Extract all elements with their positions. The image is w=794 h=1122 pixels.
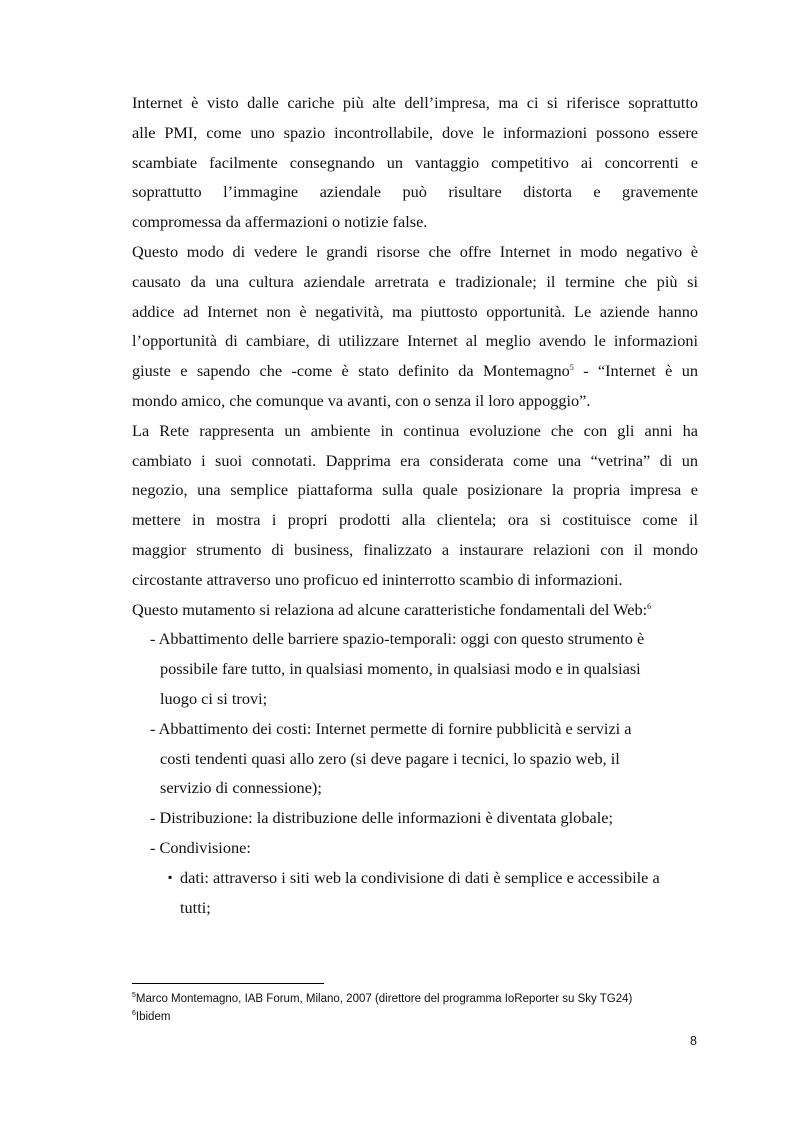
text-line: scambiate facilmente consegnando un vantaggio competitivo ai concorrenti e	[132, 152, 698, 172]
text-line: cambiato i suoi connotati. Dapprima era considerata come una “vetrina” di un	[132, 450, 698, 470]
footnote-ref-6[interactable]: 6	[647, 601, 652, 611]
bullet-icon: ▪	[168, 869, 173, 884]
sub-list-item-continuation	[132, 893, 698, 923]
footnote-separator	[132, 983, 324, 984]
text-line: La Rete rappresenta un ambiente in continua evoluzione che con gli anni ha	[132, 420, 698, 440]
text-line: circostante attraverso uno proficuo ed ininterrotto scambio di informazioni.	[132, 569, 623, 589]
text-fragment: - “Internet è un	[583, 361, 698, 381]
paragraph-3	[132, 416, 698, 595]
text-fragment: dati: attraverso i siti web la condivisione di dati è semplice e accessibile a	[180, 867, 660, 887]
feature-list	[132, 624, 698, 922]
list-item: - Condivisione:	[150, 837, 251, 857]
text-line: Internet è visto dalle cariche più alte dell’impresa, ma ci si riferisce soprattutto	[132, 93, 698, 112]
text-line: l’opportunità di cambiare, di utilizzare Internet al meglio avendo le informazioni	[132, 331, 698, 351]
paragraph-2	[132, 237, 698, 416]
footnote-number: 6	[132, 1010, 136, 1017]
list-item-continuation: luogo ci si trovi;	[160, 688, 268, 708]
footnote-text: Marco Montemagno, IAB Forum, Milano, 2007 (direttore del programma IoReporter su Sky TG24)	[135, 993, 633, 1005]
text-fragment: Questo mutamento si relaziona ad alcune caratteristiche fondamentali del Web:	[132, 599, 648, 619]
text-line: maggior strumento di business, finalizzato a instaurare relazioni con il mondo	[132, 539, 698, 559]
footnote-5	[132, 990, 632, 1008]
list-intro	[132, 595, 698, 625]
footnote-6	[132, 1008, 632, 1026]
text-line: soprattutto l’immagine aziendale può risultare distorta e gravemente	[132, 182, 698, 202]
text-line: causato da una cultura aziendale arretrata e tradizionale; il termine che più si	[132, 271, 698, 291]
page-body	[132, 88, 698, 922]
list-item: - Abbattimento dei costi: Internet permette di fornire pubblicità e servizi a	[150, 718, 632, 738]
list-item: - Distribuzione: la distribuzione delle informazioni è diventata globale;	[150, 808, 613, 828]
footnote-text: Ibidem	[135, 1011, 171, 1023]
footnotes	[132, 990, 632, 1026]
paragraph-1	[132, 88, 698, 237]
list-item-continuation: servizio di connessione);	[160, 778, 322, 798]
text-line: alle PMI, come uno spazio incontrollabile, dove le informazioni possono essere	[132, 122, 698, 142]
list-item: - Abbattimento delle barriere spazio-temporali: oggi con questo strumento è	[150, 629, 645, 649]
page-number: 8	[690, 1034, 697, 1048]
footnote-ref-5[interactable]: 5	[569, 363, 574, 373]
footnote-number: 5	[132, 992, 136, 999]
text-line: negozio, una semplice piattaforma sulla quale posizionare la propria impresa e	[132, 480, 698, 500]
list-item-continuation: possibile fare tutto, in qualsiasi momento, in qualsiasi modo e in qualsiasi	[160, 659, 641, 679]
text-line: compromessa da affermazioni o notizie false.	[132, 212, 428, 232]
text-line	[132, 356, 698, 386]
text-line: mondo amico, che comunque va avanti, con o senza il loro appoggio”.	[132, 390, 591, 410]
text-line: addice ad Internet non è negatività, ma piuttosto opportunità. Le aziende hanno	[132, 301, 698, 321]
list-item-continuation: costi tendenti quasi allo zero (si deve pagare i tecnici, lo spazio web, il	[160, 748, 620, 768]
sub-list-item	[132, 863, 698, 893]
text-fragment: giuste e sapendo che -come è stato definito da Montemagno	[132, 361, 570, 381]
text-fragment: tutti;	[180, 897, 211, 917]
text-line: mettere in mostra i propri prodotti alla clientela; ora si costituisce come il	[132, 510, 698, 530]
text-line: Questo modo di vedere le grandi risorse che offre Internet in modo negativo è	[132, 241, 698, 261]
